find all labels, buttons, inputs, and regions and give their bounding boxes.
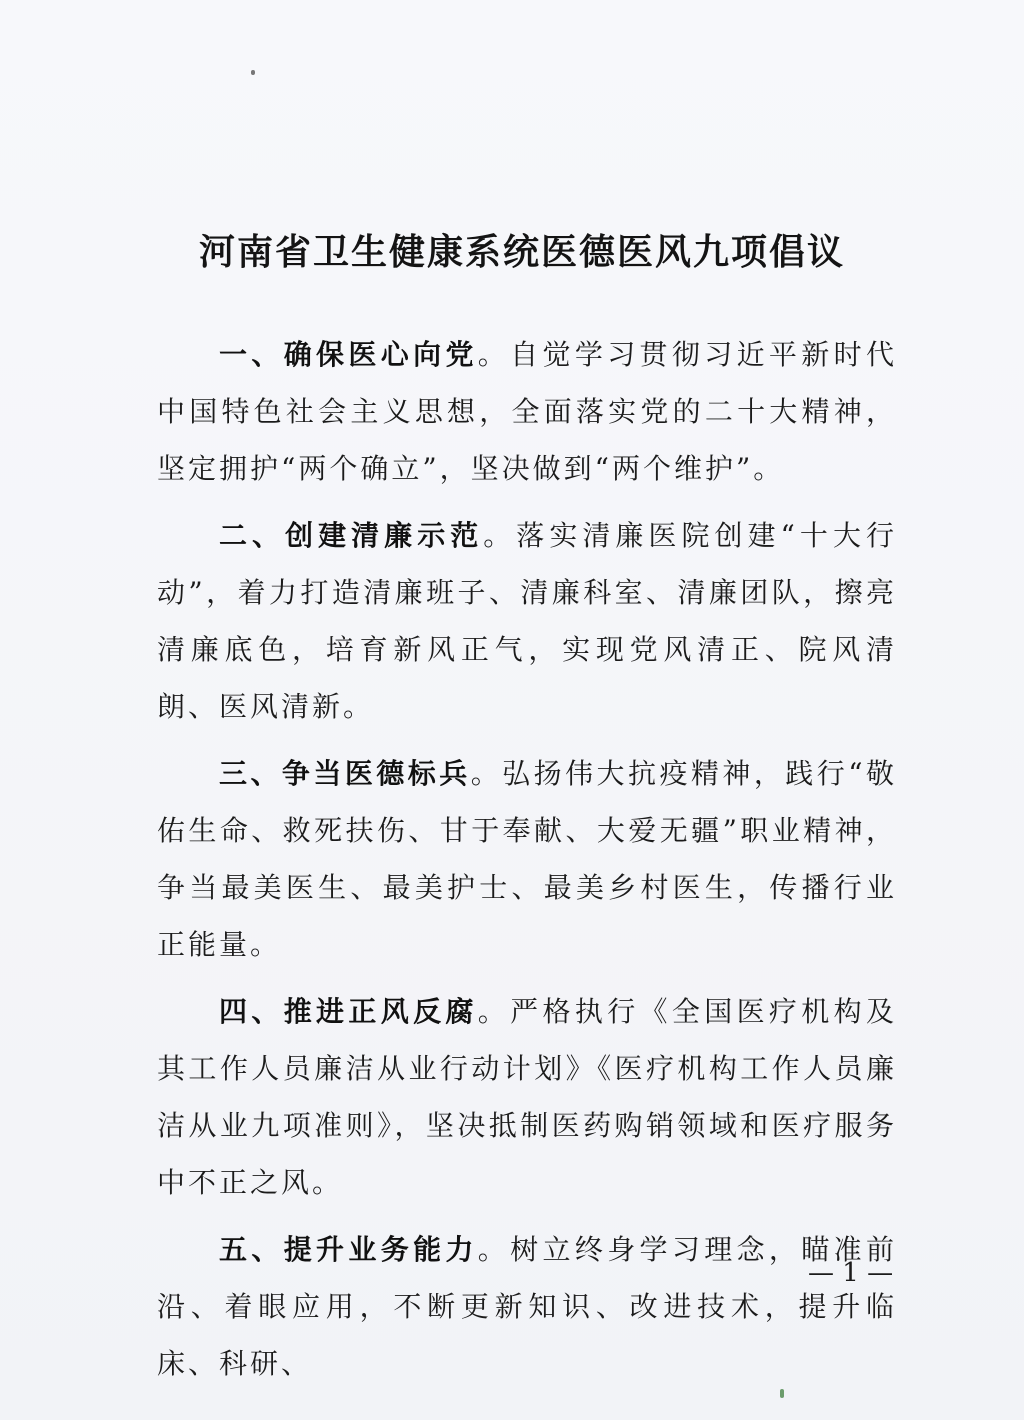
paragraph-3-text: 。弘扬伟大抗疫精神，践行“敬佑生命、救死扶伤、甘于奉献、大爱无疆”职业精神，争当最美医生、最美护士、最美乡村医生，传播行业正能量。 [157, 757, 897, 961]
paragraph-1-text: 。自觉学习贯彻习近平新时代中国特色社会主义思想，全面落实党的二十大精神，坚定拥护“两个确立”，坚决做到“两个维护”。 [157, 338, 897, 485]
paragraph-1 [157, 326, 897, 497]
paragraph-4-text: 。严格执行《全国医疗机构及其工作人员廉洁从业行动计划》《医疗机构工作人员廉洁从业九项准则》，坚决抵制医药购销领域和医疗服务中不正之风。 [157, 995, 897, 1199]
scan-speck-bottom [780, 1389, 784, 1398]
paragraph-1-heading: 一、确保医心向党 [219, 338, 478, 371]
paragraph-2-text: 。落实清廉医院创建“十大行动”，着力打造清廉班子、清廉科室、清廉团队，擦亮清廉底色，培育新风正气，实现党风清正、院风清朗、医风清新。 [157, 519, 897, 723]
paragraph-5-text: 。树立终身学习理念，瞄准前沿、着眼应用，不断更新知识、改进技术，提升临床、科研、 [157, 1233, 897, 1380]
paragraph-2-heading: 二、创建清廉示范 [219, 519, 484, 552]
paragraph-4-heading: 四、推进正风反腐 [219, 995, 478, 1028]
document-body [157, 326, 897, 1402]
paragraph-5-heading: 五、提升业务能力 [219, 1233, 478, 1266]
document-title: 河南省卫生健康系统医德医风九项倡议 [198, 231, 845, 273]
paragraph-3 [157, 745, 897, 973]
paragraph-3-heading: 三、争当医德标兵 [219, 757, 471, 790]
paragraph-4 [157, 983, 897, 1211]
scan-speck [251, 70, 255, 75]
paragraph-5 [157, 1221, 897, 1392]
page-number: — 1 — [808, 1258, 894, 1288]
paragraph-2 [157, 507, 897, 735]
